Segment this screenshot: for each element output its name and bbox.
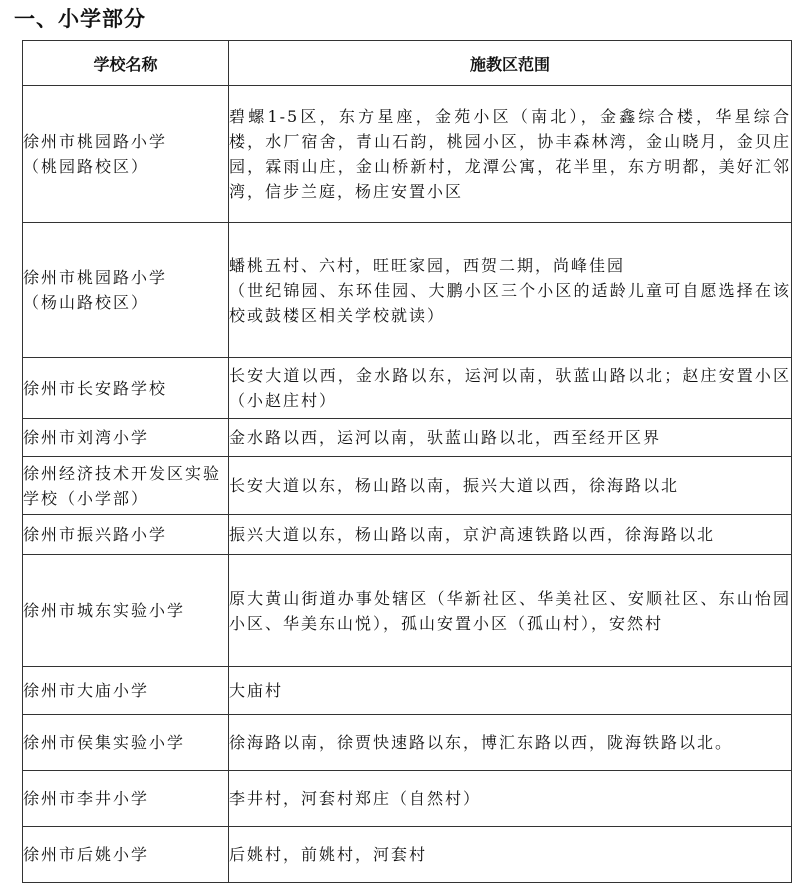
district-range-text: 振兴大道以东，杨山路以南，京沪高速铁路以西，徐海路以北 — [229, 525, 716, 544]
table-row — [23, 715, 792, 771]
table-row — [23, 667, 792, 715]
school-district-table — [22, 40, 792, 883]
column-header-district-range: 施教区范围 — [229, 41, 792, 86]
table-row — [23, 457, 792, 515]
district-range-text: 原大黄山街道办事处辖区（华新社区、华美社区、安顺社区、东山怡园小区、华美东山悦），孤山安置小区（孤山村），安然村 — [229, 588, 791, 633]
school-name: 徐州市城东实验小学 — [23, 601, 186, 620]
school-name: 徐州市侯集实验小学 — [23, 733, 186, 752]
school-name: 徐州市刘湾小学 — [23, 428, 150, 447]
district-range-text: 碧螺1-5区，东方星座，金苑小区（南北），金鑫综合楼，华星综合楼，水厂宿舍，青山石韵，桃园小区，协丰森林湾，金山晓月，金贝庄园，霖雨山庄，金山桥新村，龙潭公寓，花半里，东方明都，美好汇邻湾，信步兰庭，杨庄安置小区 — [229, 107, 791, 201]
district-range-cell — [229, 715, 792, 771]
school-name-cell — [23, 419, 229, 457]
school-name-cell — [23, 555, 229, 667]
school-name-cell — [23, 358, 229, 419]
table-row — [23, 771, 792, 827]
column-header-school-name: 学校名称 — [23, 41, 229, 86]
district-range-text: 李井村，河套村郑庄（自然村） — [229, 789, 482, 808]
table-row — [23, 515, 792, 555]
table-row — [23, 86, 792, 223]
district-range-cell — [229, 223, 792, 358]
school-name-cell — [23, 223, 229, 358]
school-name: 徐州市振兴路小学 — [23, 525, 168, 544]
section-title: 一、小学部分 — [14, 7, 146, 31]
school-name: 徐州市大庙小学 — [23, 681, 150, 700]
school-name: 徐州市长安路学校 — [23, 378, 168, 398]
table-row — [23, 223, 792, 358]
table-row — [23, 419, 792, 457]
district-range-cell — [229, 667, 792, 715]
school-name: 徐州市李井小学 — [23, 789, 150, 808]
district-range-cell — [229, 771, 792, 827]
table-header-row — [23, 41, 792, 86]
district-range-text: 长安大道以东，杨山路以南，振兴大道以西，徐海路以北 — [229, 476, 680, 495]
district-range-cell — [229, 457, 792, 515]
school-name: 徐州经济技术开发区实验学校（小学部） — [23, 463, 222, 508]
table-row — [23, 358, 792, 419]
district-range-text: 大庙村 — [229, 681, 284, 700]
district-range-cell — [229, 86, 792, 223]
district-range-text: 金水路以西，运河以南，驮蓝山路以北，西至经开区界 — [229, 428, 662, 447]
district-range-cell — [229, 827, 792, 883]
district-range-text: 蟠桃五村、六村，旺旺家园，西贺二期，尚峰佳园 （世纪锦园、东环佳园、大鹏小区三个小区的适龄儿童可自愿选择在该校或鼓楼区相关学校就读） — [229, 255, 791, 325]
district-range-text: 后姚村，前姚村，河套村 — [229, 845, 428, 864]
school-name-cell — [23, 667, 229, 715]
school-name-cell — [23, 827, 229, 883]
school-name-cell — [23, 771, 229, 827]
school-name: 徐州市后姚小学 — [23, 845, 150, 864]
school-name-cell — [23, 86, 229, 223]
table-body — [23, 86, 792, 883]
school-name-cell — [23, 457, 229, 515]
table-row — [23, 555, 792, 667]
district-range-cell — [229, 419, 792, 457]
school-name-cell — [23, 515, 229, 555]
district-range-text: 长安大道以西，金水路以东，运河以南，驮蓝山路以北；赵庄安置小区（小赵庄村） — [229, 366, 791, 410]
table-row — [23, 827, 792, 883]
district-range-cell — [229, 358, 792, 419]
district-range-cell — [229, 515, 792, 555]
school-name-cell — [23, 715, 229, 771]
district-range-text: 徐海路以南，徐贾快速路以东，博汇东路以西，陇海铁路以北。 — [229, 733, 734, 752]
district-range-cell — [229, 555, 792, 667]
school-name: 徐州市桃园路小学 （桃园路校区） — [23, 132, 168, 176]
school-name: 徐州市桃园路小学 （杨山路校区） — [23, 268, 168, 312]
